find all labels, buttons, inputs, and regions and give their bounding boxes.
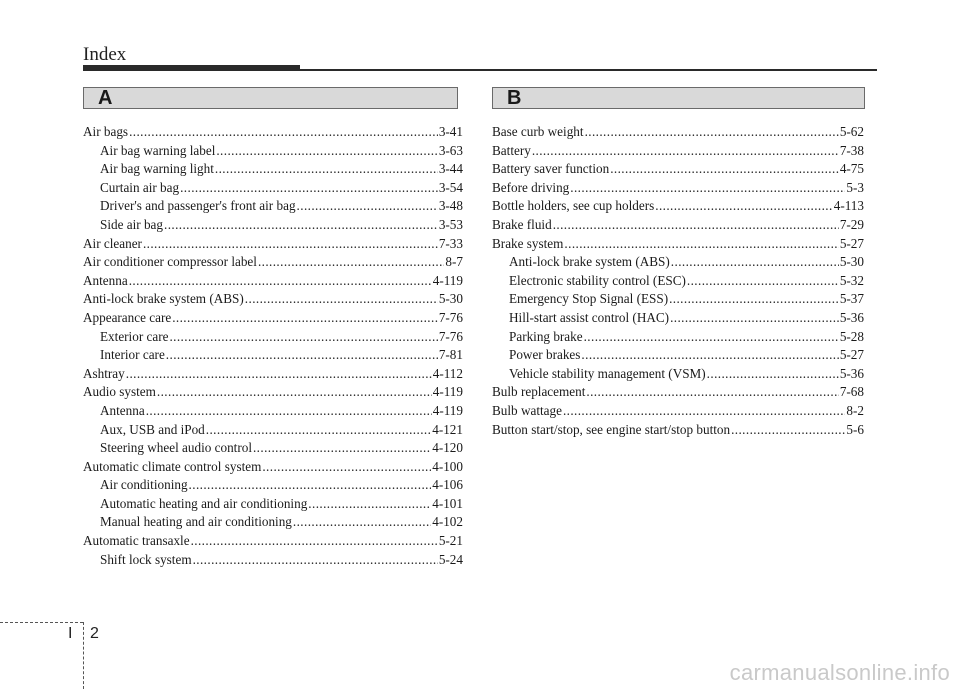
- entry-label: Bulb replacement: [492, 384, 586, 400]
- entry-label: Ashtray: [83, 365, 125, 381]
- index-subentry: [83, 216, 463, 235]
- title-underline-thick: [83, 65, 300, 71]
- entry-label: Parking brake: [509, 328, 583, 344]
- entry-label: Automatic climate control system: [83, 458, 262, 474]
- index-subentry: [492, 328, 864, 347]
- entry-page-number: 5-62: [839, 124, 864, 139]
- dot-leader: [563, 402, 845, 421]
- index-entry: [492, 421, 864, 440]
- entry-label: Button start/stop, see engine start/stop button: [492, 421, 731, 437]
- index-entry: [492, 160, 864, 179]
- entry-label: Vehicle stability management (VSM): [509, 365, 706, 381]
- index-subentry: [83, 513, 463, 532]
- index-subentry: [83, 160, 463, 179]
- entry-label: Battery saver function: [492, 161, 610, 177]
- index-entry: [83, 365, 463, 384]
- entry-page-number: 3-54: [438, 179, 463, 195]
- entry-page-number: 4-112: [432, 365, 463, 381]
- entry-page-number: 7-38: [839, 142, 864, 158]
- dot-leader: [258, 253, 444, 272]
- entry-page-number: 4-100: [432, 458, 463, 474]
- index-entry: [83, 272, 463, 291]
- entry-label: Air bag warning label: [100, 142, 216, 158]
- entry-page-number: 5-27: [839, 347, 864, 363]
- dot-leader: [143, 235, 438, 254]
- entry-label: Hill-start assist control (HAC): [509, 309, 670, 325]
- entry-label: Antenna: [100, 402, 145, 418]
- entry-label: Audio system: [83, 384, 156, 400]
- entry-label: Air bag warning light: [100, 161, 214, 177]
- watermark: carmanualsonline.info: [729, 660, 950, 685]
- entry-label: Power brakes: [509, 347, 581, 363]
- section-letter: A: [98, 87, 113, 109]
- dot-leader: [585, 123, 839, 142]
- dot-leader: [564, 235, 838, 254]
- footer-section-label: I: [68, 625, 73, 642]
- dot-leader: [655, 197, 832, 216]
- dot-leader: [169, 328, 437, 347]
- entry-label: Aux, USB and iPod: [100, 421, 205, 437]
- section-header-b: [492, 87, 865, 109]
- index-entry: [83, 290, 463, 309]
- index-subentry: [83, 197, 463, 216]
- entry-label: Manual heating and air conditioning: [100, 514, 292, 530]
- dot-leader: [581, 346, 838, 365]
- dot-leader: [126, 365, 432, 384]
- index-entry: [83, 383, 463, 402]
- entry-label: Air bags: [83, 124, 129, 139]
- entry-label: Before driving: [492, 179, 570, 195]
- entry-page-number: 5-37: [839, 291, 864, 307]
- dot-leader: [172, 309, 438, 328]
- index-subentry: [83, 328, 463, 347]
- index-column-b: [492, 123, 864, 439]
- entry-page-number: 5-24: [438, 551, 463, 567]
- index-entry: [83, 532, 463, 551]
- entry-page-number: 8-7: [445, 254, 463, 270]
- index-entry: [83, 309, 463, 328]
- index-subentry: [83, 421, 463, 440]
- entry-page-number: 3-44: [438, 161, 463, 177]
- entry-page-number: 8-2: [846, 402, 864, 418]
- index-entry: [83, 253, 463, 272]
- entry-page-number: 7-68: [839, 384, 864, 400]
- entry-page-number: 4-101: [432, 495, 463, 511]
- index-subentry: [83, 551, 463, 570]
- entry-label: Air cleaner: [83, 235, 142, 251]
- entry-label: Emergency Stop Signal (ESS): [509, 291, 669, 307]
- dot-leader: [157, 383, 432, 402]
- index-entry: [492, 402, 864, 421]
- entry-page-number: 4-120: [432, 440, 463, 456]
- entry-label: Exterior care: [100, 328, 169, 344]
- dot-leader: [262, 458, 431, 477]
- entry-label: Bottle holders, see cup holders: [492, 198, 655, 214]
- dot-leader: [180, 179, 438, 198]
- entry-label: Air conditioning: [100, 477, 188, 493]
- index-subentry: [83, 142, 463, 161]
- dot-leader: [553, 216, 839, 235]
- entry-label: Shift lock system: [100, 551, 192, 567]
- entry-label: Driver's and passenger's front air bag: [100, 198, 296, 214]
- index-entry: [492, 123, 864, 142]
- index-subentry: [492, 309, 864, 328]
- dot-leader: [669, 290, 839, 309]
- index-subentry: [492, 290, 864, 309]
- dot-leader: [532, 142, 839, 161]
- entry-label: Interior care: [100, 347, 165, 363]
- dot-leader: [731, 421, 845, 440]
- dot-leader: [671, 253, 839, 272]
- dot-leader: [191, 532, 438, 551]
- entry-label: Battery: [492, 142, 531, 158]
- index-entry: [83, 235, 463, 254]
- entry-page-number: 5-36: [839, 309, 864, 325]
- entry-label: Bulb wattage: [492, 402, 562, 418]
- entry-page-number: 4-75: [839, 161, 864, 177]
- dot-leader: [584, 328, 839, 347]
- dot-leader: [570, 179, 845, 198]
- footer-dashed-rule: [0, 622, 83, 623]
- dot-leader: [586, 383, 838, 402]
- index-subentry: [492, 272, 864, 291]
- dot-leader: [166, 346, 438, 365]
- entry-page-number: 4-119: [432, 402, 463, 418]
- index-subentry: [83, 402, 463, 421]
- dot-leader: [707, 365, 839, 384]
- entry-page-number: 5-28: [839, 328, 864, 344]
- entry-label: Base curb weight: [492, 124, 584, 139]
- index-subentry: [492, 253, 864, 272]
- index-subentry: [83, 346, 463, 365]
- entry-label: Appearance care: [83, 309, 172, 325]
- entry-label: Side air bag: [100, 216, 163, 232]
- entry-label: Brake system: [492, 235, 564, 251]
- entry-page-number: 3-63: [438, 142, 463, 158]
- page-title: Index: [83, 44, 127, 65]
- index-entry: [492, 235, 864, 254]
- dot-leader: [189, 476, 432, 495]
- entry-page-number: 7-33: [438, 235, 463, 251]
- entry-label: Curtain air bag: [100, 179, 180, 195]
- entry-page-number: 4-113: [833, 198, 864, 214]
- dot-leader: [297, 197, 438, 216]
- entry-page-number: 5-6: [846, 421, 864, 437]
- entry-page-number: 4-121: [432, 421, 463, 437]
- entry-page-number: 5-3: [846, 179, 864, 195]
- dot-leader: [687, 272, 839, 291]
- index-subentry: [492, 346, 864, 365]
- index-subentry: [492, 365, 864, 384]
- dot-leader: [164, 216, 438, 235]
- entry-label: Steering wheel audio control: [100, 440, 252, 456]
- section-header-a: [83, 87, 458, 109]
- index-entry: [83, 458, 463, 477]
- index-column-a: [83, 123, 463, 569]
- entry-label: Air conditioner compressor label: [83, 254, 257, 270]
- entry-page-number: 7-76: [438, 328, 463, 344]
- dot-leader: [610, 160, 839, 179]
- index-entry: [492, 179, 864, 198]
- index-subentry: [83, 179, 463, 198]
- dot-leader: [193, 551, 438, 570]
- entry-page-number: 3-48: [438, 198, 463, 214]
- entry-label: Electronic stability control (ESC): [509, 272, 686, 288]
- index-subentry: [83, 476, 463, 495]
- entry-page-number: 3-41: [438, 124, 463, 139]
- footer-page-number: 2: [90, 625, 99, 642]
- entry-page-number: 5-27: [839, 235, 864, 251]
- index-entry: [492, 216, 864, 235]
- entry-page-number: 7-29: [839, 216, 864, 232]
- footer-dashed-divider: [83, 622, 84, 689]
- entry-page-number: 7-76: [438, 309, 463, 325]
- title-underline-thin: [300, 69, 877, 71]
- index-entry: [492, 197, 864, 216]
- dot-leader: [206, 421, 431, 440]
- entry-page-number: 5-21: [438, 533, 463, 549]
- entry-label: Brake fluid: [492, 216, 552, 232]
- index-entry: [492, 142, 864, 161]
- dot-leader: [293, 513, 431, 532]
- entry-label: Automatic heating and air conditioning: [100, 495, 308, 511]
- entry-label: Anti-lock brake system (ABS): [509, 254, 670, 270]
- index-subentry: [83, 495, 463, 514]
- entry-page-number: 7-81: [438, 347, 463, 363]
- dot-leader: [253, 439, 431, 458]
- index-entry: [492, 383, 864, 402]
- section-letter: B: [507, 87, 522, 109]
- entry-page-number: 5-30: [839, 254, 864, 270]
- entry-page-number: 3-53: [438, 216, 463, 232]
- dot-leader: [216, 142, 437, 161]
- entry-page-number: 4-106: [432, 477, 463, 493]
- dot-leader: [215, 160, 438, 179]
- entry-page-number: 4-119: [432, 272, 463, 288]
- entry-page-number: 5-32: [839, 272, 864, 288]
- dot-leader: [129, 272, 432, 291]
- dot-leader: [129, 123, 438, 142]
- entry-page-number: 5-30: [438, 291, 463, 307]
- index-entry: [83, 123, 463, 142]
- dot-leader: [146, 402, 432, 421]
- dot-leader: [670, 309, 839, 328]
- entry-page-number: 4-102: [432, 514, 463, 530]
- entry-label: Automatic transaxle: [83, 533, 190, 549]
- entry-page-number: 4-119: [432, 384, 463, 400]
- entry-page-number: 5-36: [839, 365, 864, 381]
- index-subentry: [83, 439, 463, 458]
- entry-label: Antenna: [83, 272, 128, 288]
- dot-leader: [245, 290, 438, 309]
- entry-label: Anti-lock brake system (ABS): [83, 291, 244, 307]
- dot-leader: [308, 495, 431, 514]
